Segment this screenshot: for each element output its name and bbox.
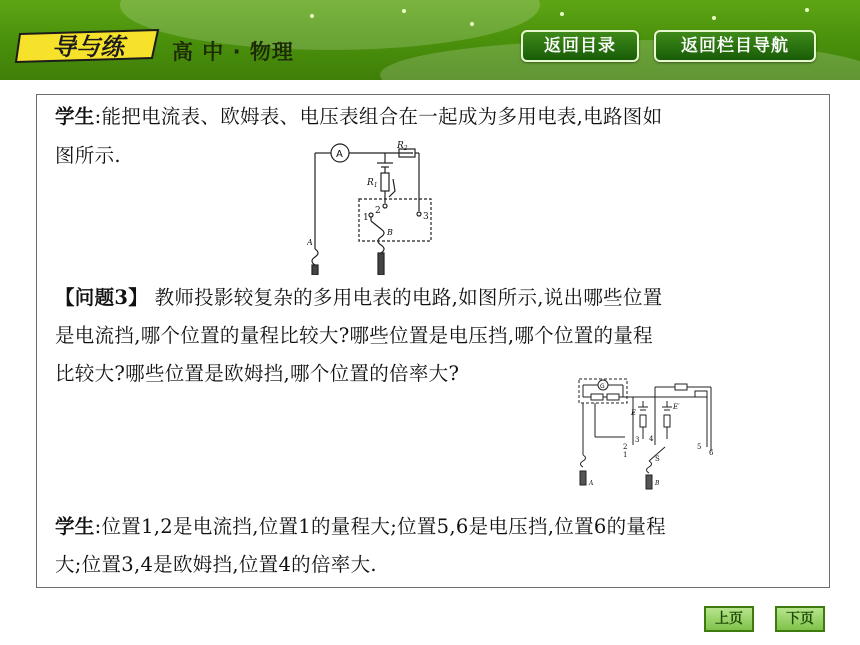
pos-3-label: 3 (635, 436, 640, 444)
header-decoration (470, 22, 474, 26)
para1-line2: 图所示. (55, 144, 121, 167)
r2-label: $R_2$ (397, 141, 408, 152)
question-line-1 (55, 281, 663, 315)
pos-1-label: 1 (623, 451, 628, 459)
circuit-diagram-1 (307, 139, 447, 275)
meter-label: A (336, 149, 343, 160)
student-paragraph-1 (55, 100, 662, 134)
circuit-diagram-2 (575, 375, 723, 497)
galvanometer-label: G (600, 383, 605, 390)
next-page-button[interactable]: 下页 (775, 606, 825, 632)
back-to-column-nav-button[interactable]: 返回栏目导航 (654, 30, 816, 62)
logo-text: 导与练 (52, 33, 124, 61)
pos-4-label: 4 (649, 435, 654, 443)
para1-line1: :能把电流表、欧姆表、电压表组合在一起成为多用电表,电路图如 (94, 105, 663, 128)
header-decoration (712, 16, 716, 20)
header-bar (0, 0, 860, 80)
brand-logo (14, 28, 164, 64)
header-decoration (805, 8, 809, 12)
dashed-switch-box (359, 199, 431, 241)
answer-line-2: 大;位置3,4是欧姆挡,位置4的倍率大. (55, 553, 377, 576)
student-label: 学生 (55, 105, 95, 128)
content-panel (36, 94, 830, 588)
probe-a-label-2: A (589, 480, 594, 487)
r1-label: $R_1$ (367, 178, 378, 189)
back-to-toc-button[interactable]: 返回目录 (521, 30, 639, 62)
switch-label: S (655, 455, 660, 463)
question-text-1: 教师投影较复杂的多用电表的电路,如图所示,说出哪些位置 (148, 286, 663, 309)
answer-label: 学生 (55, 515, 95, 538)
question-label: 【问题3】 (55, 286, 149, 309)
header-decoration (560, 12, 564, 16)
probe-a-label: A (307, 238, 313, 247)
pos-6-label: 6 (709, 449, 714, 457)
emf-e-label: E (631, 409, 637, 417)
pos-5-label: 5 (697, 443, 702, 451)
subject-title: 高 中 · 物理 (172, 40, 294, 64)
probe-b-label: B (387, 228, 393, 237)
header-decoration (402, 9, 406, 13)
answer-line-1 (55, 510, 666, 544)
emf-e-prime-label: E′ (673, 403, 680, 411)
position-2-label: 2 (375, 206, 381, 216)
pos-2-label: 2 (623, 443, 628, 451)
position-1-label: 1 (363, 213, 369, 223)
header-decoration (310, 14, 314, 18)
answer-text-1: :位置1,2是电流挡,位置1的量程大;位置5,6是电压挡,位置6的量程 (94, 515, 666, 538)
question-line-3: 比较大?哪些位置是欧姆挡,哪个位置的倍率大? (55, 362, 460, 385)
probe-b-label-2: B (655, 480, 660, 487)
prev-page-button[interactable]: 上页 (704, 606, 754, 632)
question-line-2: 是电流挡,哪个位置的量程比较大?哪些位置是电压挡,哪个位置的量程 (55, 324, 653, 347)
position-3-label: 3 (423, 212, 429, 222)
resistor-r1-symbol (381, 173, 389, 191)
